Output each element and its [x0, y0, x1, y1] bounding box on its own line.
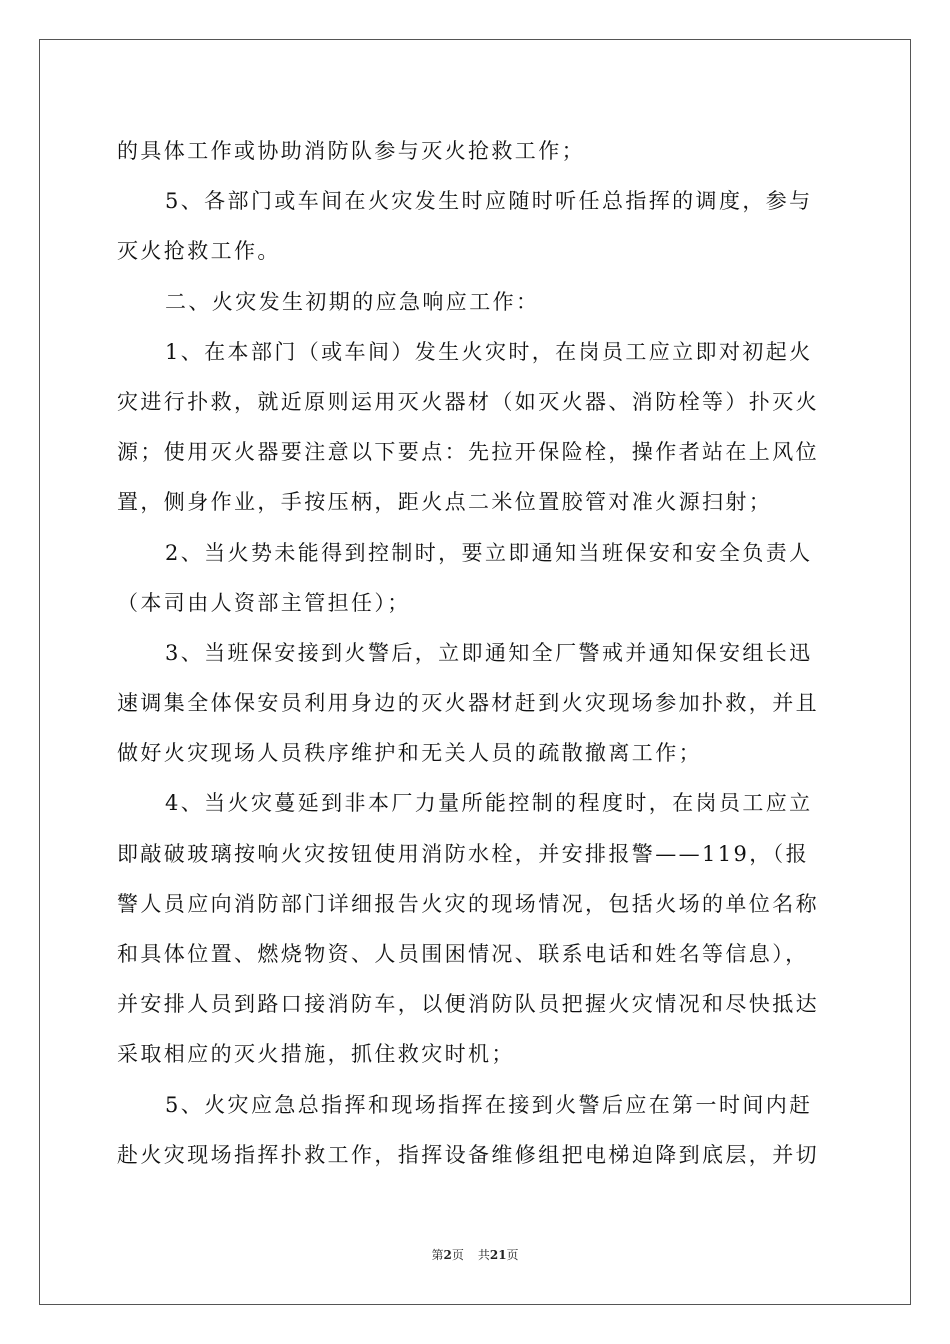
page-suffix: 页: [451, 1248, 464, 1262]
text-line: 3、当班保安接到火警后，立即通知全厂警戒并通知保安组长迅: [165, 640, 813, 665]
text-line: 速调集全体保安员利用身边的灭火器材赶到火灾现场参加扑救，并且: [117, 691, 819, 716]
text-line: 5、各部门或车间在火灾发生时应随时听任总指挥的调度，参与: [165, 189, 813, 214]
document-body: [117, 126, 833, 1180]
text-line: 做好火灾现场人员秩序维护和无关人员的疏散撤离工作；: [117, 741, 702, 766]
text-line: 5、火灾应急总指挥和现场指挥在接到火警后应在第一时间内赶: [165, 1092, 813, 1117]
total-suffix: 页: [506, 1248, 519, 1262]
page-number: 2: [443, 1248, 452, 1262]
total-prefix: 共: [477, 1248, 490, 1262]
text-line: 灭火抢救工作。: [117, 239, 281, 264]
text-line: （本司由人资部主管担任）；: [117, 590, 411, 615]
text-line: 和具体位置、燃烧物资、人员围困情况、联系电话和姓名等信息），: [117, 942, 809, 966]
text-line: 2、当火势未能得到控制时，要立即通知当班保安和安全负责人: [165, 540, 813, 565]
text-line: 即敲破玻璃按响火灾按钮使用消防水栓，并安排报警——119，（报: [117, 841, 809, 866]
text-line: 1、在本部门（或车间）发生火灾时，在岗员工应立即对初起火: [165, 339, 813, 364]
text-line: 4、当火灾蔓延到非本厂力量所能控制的程度时，在岗员工应立: [165, 791, 813, 816]
page-prefix: 第: [431, 1248, 444, 1262]
text-line: 并安排人员到路口接消防车，以便消防队员把握火灾情况和尽快抵达: [117, 992, 819, 1017]
page-footer: [0, 1246, 950, 1263]
total-pages: 21: [489, 1248, 507, 1262]
text-line: 灾进行扑救，就近原则运用灭火器材（如灭火器、消防栓等）扑灭火: [117, 389, 819, 414]
section-heading: 二、火灾发生初期的应急响应工作：: [165, 289, 540, 314]
text-line: 的具体工作或协助消防队参与灭火抢救工作；: [117, 139, 585, 163]
text-line: 置，侧身作业，手按压柄，距火点二米位置胶管对准火源扫射；: [117, 490, 773, 515]
text-line: 警人员应向消防部门详细报告火灾的现场情况，包括火场的单位名称: [117, 891, 819, 916]
text-line: 采取相应的灭火措施，抓住救灾时机；: [117, 1042, 515, 1067]
text-line: 源；使用灭火器要注意以下要点：先拉开保险栓，操作者站在上风位: [117, 440, 819, 465]
text-line: 赴火灾现场指挥扑救工作，指挥设备维修组把电梯迫降到底层，并切: [117, 1142, 819, 1167]
